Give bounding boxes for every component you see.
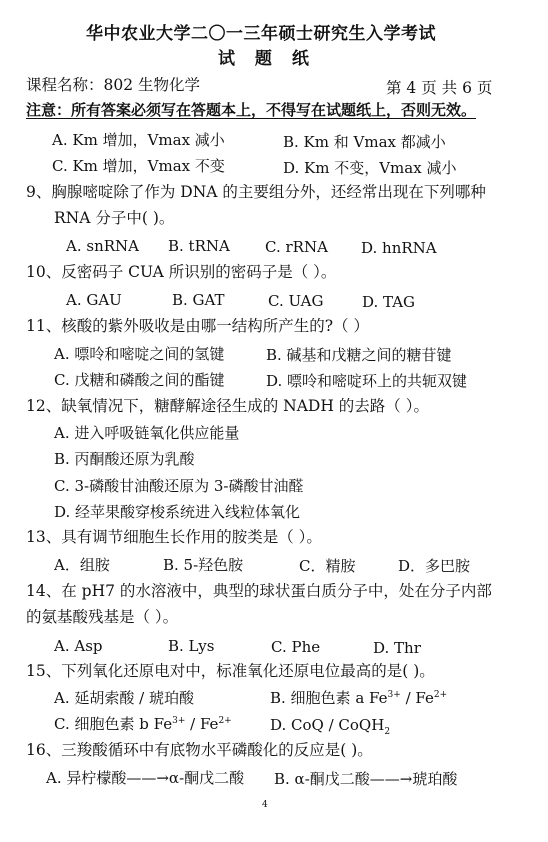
q8-option-b: B. Km 和 Vmax 都减小 xyxy=(283,133,446,151)
q15-option-b xyxy=(270,688,447,708)
q9-stem-line1: 9、胸腺嘧啶除了作为 DNA 的主要组分外，还经常出现在下列哪种 xyxy=(26,183,486,201)
course-name: 课程名称：802 生物化学 xyxy=(26,76,201,94)
q15-option-c-mid: / Fe xyxy=(185,715,219,733)
q12-stem: 12、缺氧情况下，糖酵解途径生成的 NADH 的去路（ ）。 xyxy=(26,397,429,415)
q12-option-b: B. 丙酮酸还原为乳酸 xyxy=(54,450,195,468)
q14-option-c: C. Phe xyxy=(271,638,321,656)
q8-option-a: A. Km 增加，Vmax 减小 xyxy=(52,131,225,149)
q14-option-d: D. Thr xyxy=(373,639,421,657)
q12-option-c: C. 3-磷酸甘油酸还原为 3-磷酸甘油醛 xyxy=(54,477,304,495)
q12-option-d: D. 经苹果酸穿梭系统进入线粒体氧化 xyxy=(54,503,301,521)
page-info: 第 4 页 共 6 页 xyxy=(386,79,493,97)
q13-option-b: B. 5-羟色胺 xyxy=(163,556,244,574)
notice: 注意：所有答案必须写在答题本上，不得写在试题纸上，否则无效。 xyxy=(26,101,477,119)
q15-option-c-sup2: 2+ xyxy=(218,716,232,726)
q15-option-d-sub: 2 xyxy=(384,727,391,737)
q15-stem: 15、下列氧化还原电对中，标准氧化还原电位最高的是( )。 xyxy=(26,662,435,680)
q14-stem-line2: 的氨基酸残基是（ ）。 xyxy=(26,608,179,626)
q11-option-c: C. 戊糖和磷酸之间的酯键 xyxy=(54,371,225,389)
q13-option-d: D．多巴胺 xyxy=(398,557,471,575)
q15-option-d-text: D. CoQ / CoQH xyxy=(270,716,385,734)
q10-option-a: A. GAU xyxy=(66,291,122,309)
exam-title: 华中农业大学二〇一三年硕士研究生入学考试 xyxy=(86,24,436,44)
q16-option-b: B. α-酮戊二酸——→琥珀酸 xyxy=(274,770,458,788)
q14-option-a: A. Asp xyxy=(54,637,103,655)
q9-stem-line2: RNA 分子中( )。 xyxy=(54,209,175,227)
q10-stem: 10、反密码子 CUA 所识别的密码子是（ ）。 xyxy=(26,263,337,281)
page-number: 4 xyxy=(262,800,268,810)
q15-option-c xyxy=(54,714,232,734)
q15-option-c-text: C. 细胞色素 b Fe xyxy=(54,715,173,733)
q11-option-d: D. 嘌呤和嘧啶环上的共轭双键 xyxy=(266,372,468,390)
q13-stem: 13、具有调节细胞生长作用的胺类是（ ）。 xyxy=(26,528,322,546)
q11-option-a: A. 嘌呤和嘧啶之间的氢键 xyxy=(54,345,225,363)
q14-option-b: B. Lys xyxy=(168,637,215,655)
q13-option-a: A．组胺 xyxy=(54,556,110,574)
q14-stem-line1: 14、在 pH7 的水溶液中，典型的球状蛋白质分子中，处在分子内部 xyxy=(26,582,492,600)
q13-option-c: C．精胺 xyxy=(299,557,356,575)
q9-option-d: D. hnRNA xyxy=(361,239,437,257)
q15-option-c-sup1: 3+ xyxy=(172,716,186,726)
q10-option-b: B. GAT xyxy=(172,291,225,309)
q12-option-a: A. 进入呼吸链氧化供应能量 xyxy=(54,424,240,442)
q16-stem: 16、三羧酸循环中有底物水平磷酸化的反应是( )。 xyxy=(26,741,373,759)
q8-option-d: D. Km 不变，Vmax 减小 xyxy=(283,159,457,177)
q15-option-b-text: B. 细胞色素 a Fe xyxy=(270,689,388,707)
q10-option-c: C. UAG xyxy=(268,292,324,310)
q16-option-a: A. 异柠檬酸——→α-酮戊二酸 xyxy=(46,769,245,787)
q15-option-b-mid: / Fe xyxy=(400,689,434,707)
q10-option-d: D. TAG xyxy=(362,293,416,311)
q15-option-d xyxy=(270,715,390,735)
q15-option-b-sup1: 3+ xyxy=(387,690,401,700)
q11-stem: 11、核酸的紫外吸收是由哪一结构所产生的?（ ） xyxy=(26,317,369,335)
q11-option-b: B. 碱基和戊糖之间的糖苷键 xyxy=(266,346,452,364)
q9-option-b: B. tRNA xyxy=(168,237,230,255)
q9-option-a: A. snRNA xyxy=(66,237,139,255)
q8-option-c: C. Km 增加，Vmax 不变 xyxy=(52,157,225,175)
q15-option-b-sup2: 2+ xyxy=(433,690,448,700)
q15-option-a: A. 延胡索酸 / 琥珀酸 xyxy=(54,689,194,707)
q9-option-c: C. rRNA xyxy=(265,238,328,256)
exam-subtitle: 试 题 纸 xyxy=(218,49,316,69)
